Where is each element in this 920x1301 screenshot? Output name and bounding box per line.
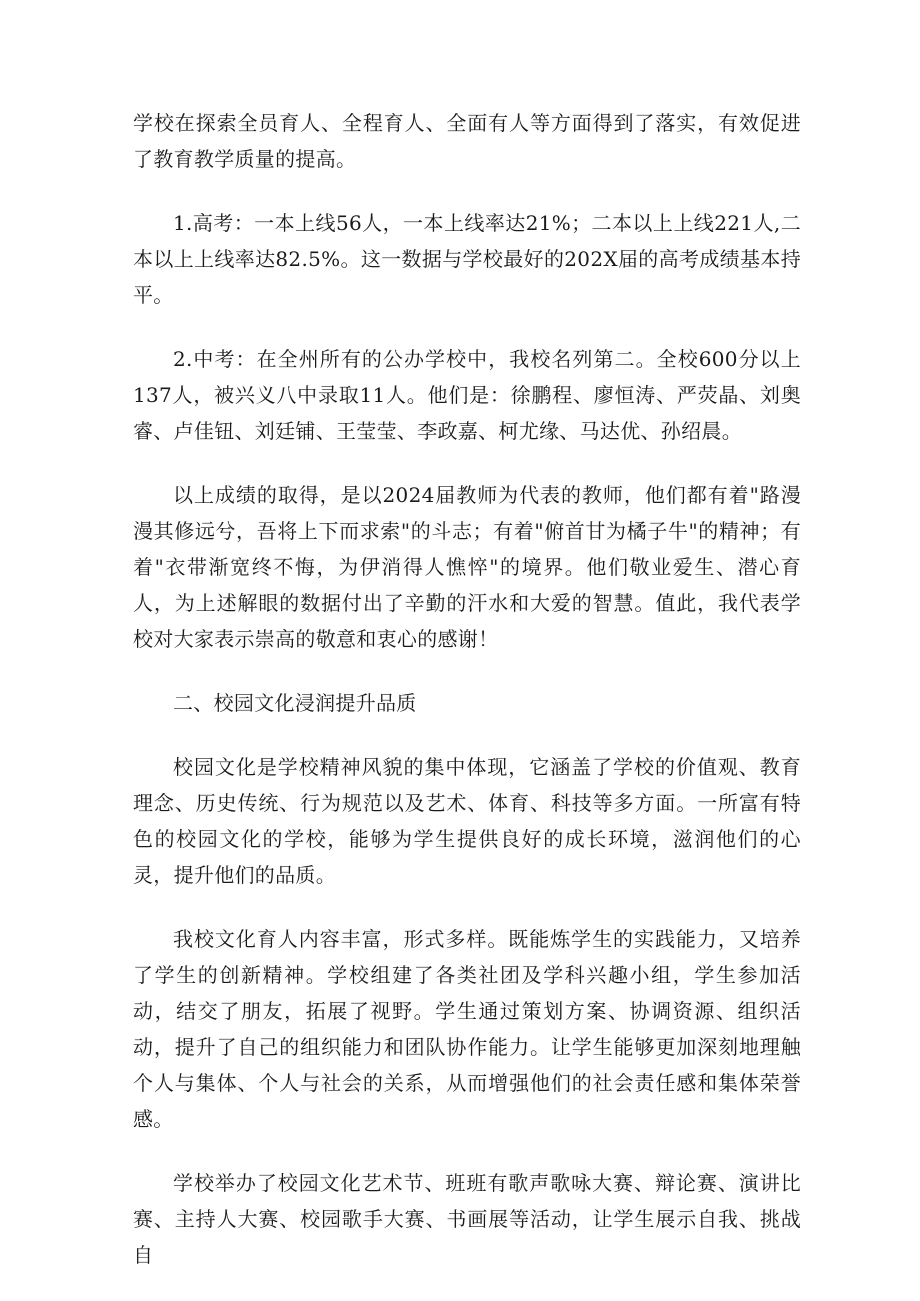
paragraph-zhongkao-results: 2.中考：在全州所有的公办学校中，我校名列第二。全校600分以上137人，被兴义八中录取11人。他们是：徐鹏程、廖恒涛、严荧晶、刘奥睿、卢佳钮、刘廷铺、王莹莹、李政嘉、柯尤缘、马达优、孙绍晨。 [133, 347, 801, 443]
paragraph-activities: 学校举办了校园文化艺术节、班班有歌声歌咏大赛、辩论赛、演讲比赛、主持人大赛、校园歌手大赛、书画展等活动，让学生展示自我、挑战自 [133, 1171, 801, 1267]
document-body [133, 105, 801, 1273]
paragraph-teacher-thanks: 以上成绩的取得，是以2024届教师为代表的教师，他们都有着"路漫漫其修远兮，吾将上下而求索"的斗志；有着"俯首甘为橘子牛"的精神；有着"衣带渐宽终不悔，为伊消得人憔悴"的境界。他们敬业爱生、潜心育人，为上述解眼的数据付出了辛勤的汗水和大爱的智慧。值此，我代表学校对大家表示崇高的敬意和衷心的感谢！ [133, 483, 801, 651]
paragraph-intro-continuation: 学校在探索全员育人、全程育人、全面有人等方面得到了落实，有效促进了教育教学质量的提高。 [133, 111, 801, 171]
paragraph-campus-culture-intro: 校园文化是学校精神风貌的集中体现，它涵盖了学校的价值观、教育理念、历史传统、行为规范以及艺术、体育、科技等多方面。一所富有特色的校园文化的学校，能够为学生提供良好的成长环境，滋润他们的心灵，提升他们的品质。 [133, 755, 801, 887]
paragraph-gaokao-results: 1.高考：一本上线56人，一本上线率达21%；二本以上上线221人,二本以上上线率达82.5%。这一数据与学校最好的202X届的高考成绩基本持平。 [133, 211, 801, 307]
section-heading-campus-culture: 二、校园文化浸润提升品质 [173, 691, 417, 715]
paragraph-culture-education: 我校文化育人内容丰富，形式多样。既能炼学生的实践能力，又培养了学生的创新精神。学校组建了各类社团及学科兴趣小组，学生参加活动，结交了朋友，拓展了视野。学生通过策划方案、协调资源、组织活动，提升了自己的组织能力和团队协作能力。让学生能够更加深刻地理触个人与集体、个人与社会的关系，从而增强他们的社会责任感和集体荣誉感。 [133, 927, 801, 1131]
